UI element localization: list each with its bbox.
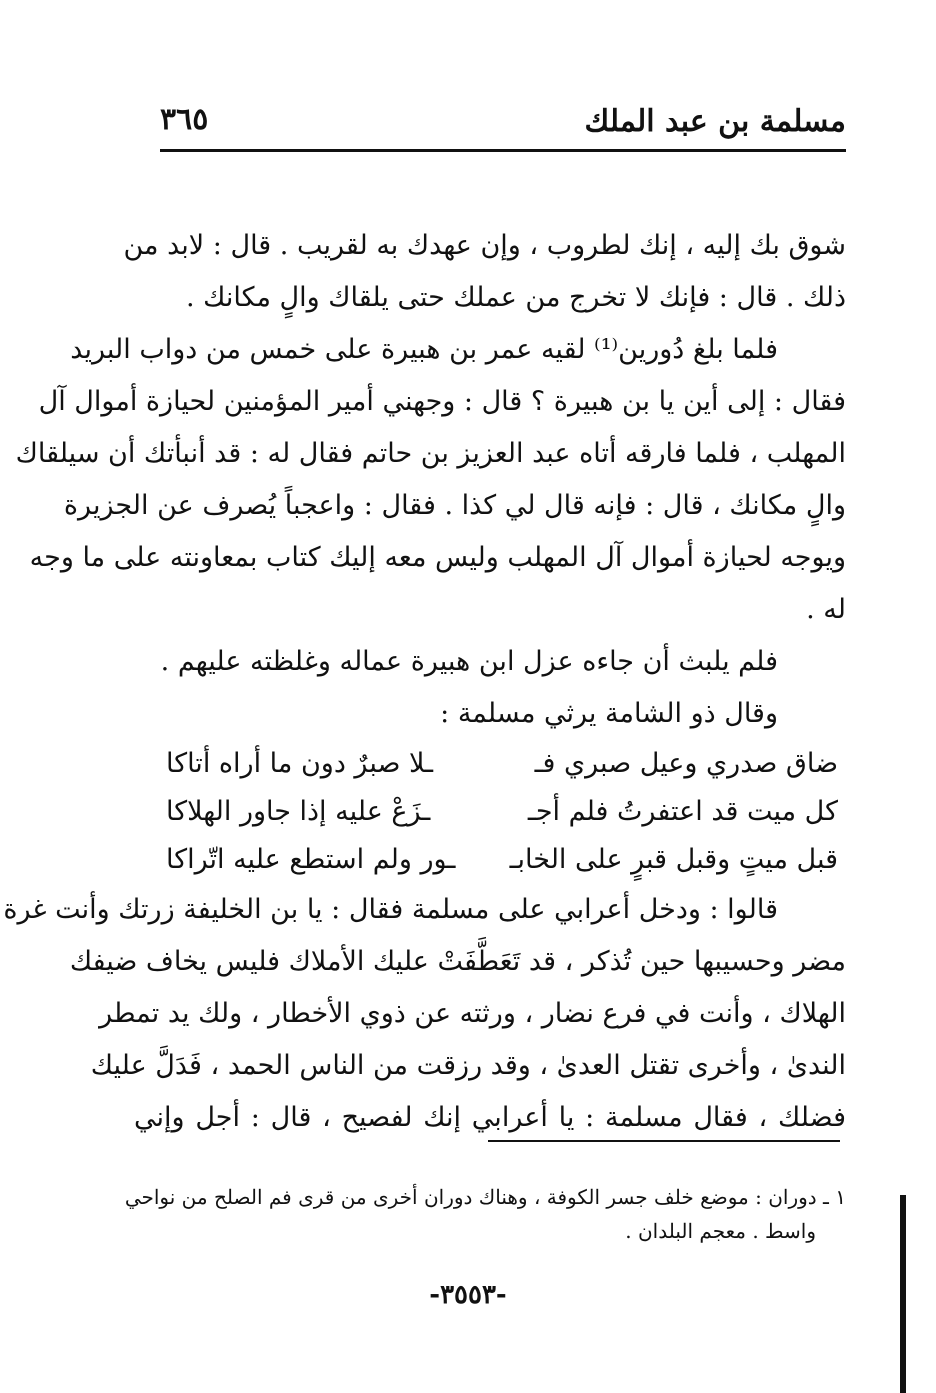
poem-verse bbox=[134, 740, 846, 788]
folio-number: -٣٥٥٣- bbox=[429, 1280, 507, 1310]
verse-second-hemistich: ـور ولم استطع عليه اتّراكا bbox=[166, 844, 456, 875]
verse-second-hemistich: ـلا صبرٌ دون ما أراه أتاكا bbox=[166, 748, 433, 779]
text-line: شوق بك إليه ، إنك لطروب ، وإن عهدك به لقريب . قال : لابد من bbox=[123, 230, 846, 261]
footnote-rule bbox=[488, 1140, 840, 1142]
text-line: فضلك ، فقال مسلمة : يا أعرابي إنك لفصيح ، قال : أجل وإني bbox=[134, 1102, 846, 1133]
text-line: المهلب ، فلما فارقه أتاه عبد العزيز بن حاتم فقال له : قد أنبأتك أن سيلقاك bbox=[15, 438, 846, 469]
verse-second-hemistich: ـزَعْ عليه إذا جاور الهلاكا bbox=[166, 796, 431, 827]
verse-first-hemistich: كل ميت قد اعتفرتُ فلم أجـ bbox=[527, 796, 838, 827]
paragraph-start-line: فلم يلبث أن جاءه عزل ابن هبيرة عماله وغلظته عليهم . bbox=[160, 646, 778, 677]
text-line: فقال : إلى أين يا بن هبيرة ؟ قال : وجهني أمير المؤمنين لحيازة أموال آل bbox=[38, 386, 846, 417]
page-header bbox=[160, 98, 846, 148]
paragraph-start-line: وقال ذو الشامة يرثي مسلمة : bbox=[440, 698, 778, 729]
text-line: والٍ مكانك ، قال : فإنه قال لي كذا . فقال : واعجباً يُصرف عن الجزيرة bbox=[63, 490, 846, 521]
text-line: مضر وحسيبها حين تُذكر ، قد تَعَطَّفَتْ عليك الأملاك فليس يخاف ضيفك bbox=[69, 946, 846, 977]
poem-verse bbox=[134, 836, 846, 884]
poem-verse bbox=[134, 788, 846, 836]
scan-edge-mark bbox=[900, 1195, 906, 1393]
text-line: ذلك . قال : فإنك لا تخرج من عملك حتى يلقاك والٍ مكانك . bbox=[185, 282, 846, 313]
verse-first-hemistich: ضاق صدري وعيل صبري فـ bbox=[534, 748, 838, 779]
text-line: ويوجه لحيازة أموال آل المهلب وليس معه إليك كتاب بمعاونته على ما وجه bbox=[29, 542, 846, 573]
paragraph-start-line: قالوا : ودخل أعرابي على مسلمة فقال : يا بن الخليفة زرتك وأنت غرة bbox=[3, 894, 778, 925]
text-line: الهلاك ، وأنت في فرع نضار ، ورثته عن ذوي الأخطار ، ولك يد تمطر bbox=[99, 998, 846, 1029]
text-line: له . bbox=[806, 594, 846, 625]
verse-first-hemistich: قبل ميتٍ وقبل قبرٍ على الخابـ bbox=[509, 844, 838, 875]
paragraph-start-line: فلما بلغ دُورين⁽¹⁾ لقيه عمر بن هبيرة على خمس من دواب البريد bbox=[70, 334, 778, 365]
footnote-line: ١ ـ دوران : موضع خلف جسر الكوفة ، وهناك دوران أخرى من قرى فم الصلح من نواحي bbox=[124, 1185, 846, 1209]
body-text bbox=[3, 220, 846, 1144]
header-rule bbox=[160, 149, 846, 152]
footnotes bbox=[124, 1180, 846, 1248]
footnote-line: واسط . معجم البلدان . bbox=[625, 1219, 816, 1243]
page-number: ٣٦٥ bbox=[160, 102, 209, 137]
running-title: مسلمة بن عبد الملك bbox=[584, 104, 846, 139]
text-line: الندىٰ ، وأخرى تقتل العدىٰ ، وقد رزقت من الناس الحمد ، فَدَلَّ عليك bbox=[90, 1050, 846, 1081]
